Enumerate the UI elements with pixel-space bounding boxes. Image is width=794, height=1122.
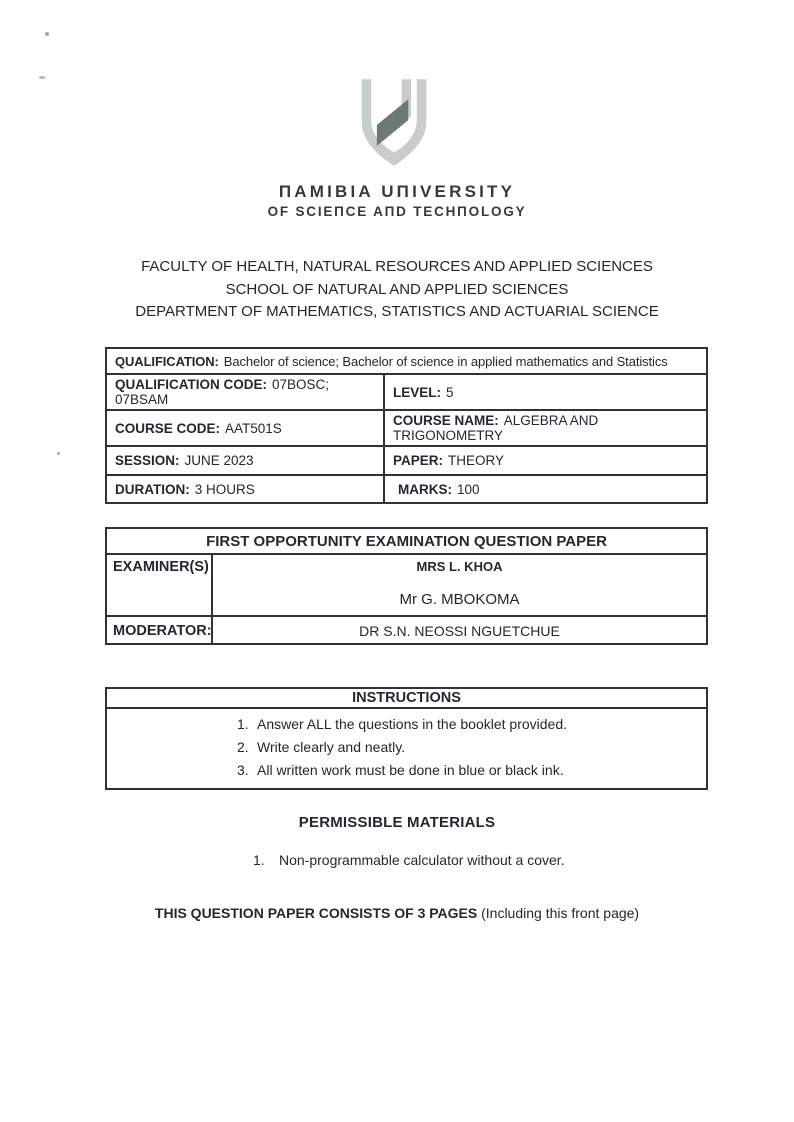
duration-value: 3 HOURS: [194, 481, 255, 497]
instructions-table: [105, 687, 708, 790]
duration-cell: [106, 475, 384, 503]
course-info-table: [105, 347, 708, 504]
course-code-cell: [106, 410, 384, 446]
school-line: SCHOOL OF NATURAL AND APPLIED SCIENCES: [225, 280, 569, 298]
level-label: LEVEL:: [393, 384, 442, 400]
moderator-row: [106, 616, 707, 644]
qualification-cell: [106, 348, 707, 374]
page-count-normal: (Including this front page): [481, 905, 640, 921]
instructions-list: [106, 708, 707, 789]
instruction-text: All written work must be done in blue or black ink.: [257, 762, 564, 778]
instruction-text: Answer ALL the questions in the booklet provided.: [257, 716, 568, 732]
page-count-note: [0, 905, 794, 921]
marks-label: MARKS:: [398, 481, 452, 497]
page-count-bold: THIS QUESTION PAPER CONSISTS OF 3 PAGES: [154, 905, 478, 921]
instruction-item: [237, 736, 698, 759]
qualification-value: Bachelor of science; Bachelor of science in applied mathematics and Statistics: [223, 353, 668, 369]
session-cell: [106, 446, 384, 475]
faculty-heading-block: [0, 256, 794, 324]
permissible-material-item: [253, 852, 565, 868]
instructions-title-row: [106, 688, 707, 708]
course-name-label: COURSE NAME:: [393, 413, 499, 428]
examiner-row: [106, 554, 707, 616]
examiner-names-cell: [212, 554, 707, 616]
scan-speck: [57, 452, 60, 455]
department-line: DEPARTMENT OF MATHEMATICS, STATISTICS AND ACTUARIAL SCIENCE: [135, 303, 659, 320]
level-cell: [384, 374, 707, 410]
course-code-value: AAT501S: [225, 420, 282, 436]
exam-paper-table: [105, 527, 708, 645]
instructions-title: INSTRUCTIONS: [106, 688, 707, 708]
instruction-number: 2.: [237, 739, 249, 755]
examiner-name-1: MRS L. KHOA: [416, 559, 503, 574]
examiner-name-2: Mr G. MBOKOMA: [399, 591, 520, 608]
marks-value: 100: [457, 481, 480, 497]
moderator-label: MODERATOR:: [106, 616, 212, 644]
exam-paper-title: FIRST OPPORTUNITY EXAMINATION QUESTION PAPER: [106, 528, 707, 554]
faculty-line: FACULTY OF HEALTH, NATURAL RESOURCES AND APPLIED SCIENCES: [141, 258, 653, 275]
nust-shield-icon: [355, 77, 433, 169]
course-name-cell: [384, 410, 707, 446]
paper-label: PAPER:: [393, 453, 444, 468]
marks-cell: [384, 475, 707, 503]
material-number: 1.: [253, 852, 265, 868]
instruction-number: 3.: [237, 762, 249, 778]
course-name-value: ALGEBRA AND TRIGONOMETRY: [393, 413, 599, 443]
instruction-text: Write clearly and neatly.: [257, 739, 406, 755]
shield-slash: [377, 99, 408, 146]
university-wordmark-subtitle: OF SCIEПCE AПD TECHПOLOGY: [267, 204, 527, 219]
material-text: Non-programmable calculator without a cover.: [279, 852, 565, 868]
qualification-label: QUALIFICATION:: [115, 353, 219, 369]
permissible-materials-title: PERMISSIBLE MATERIALS: [298, 814, 496, 831]
moderator-name-cell: [212, 616, 707, 644]
examiner-label: EXAMINER(S): [106, 554, 212, 616]
duration-row: [106, 475, 707, 503]
session-row: [106, 446, 707, 475]
instruction-number: 1.: [237, 716, 249, 732]
session-label: SESSION:: [115, 453, 180, 468]
scan-speck: [45, 32, 49, 36]
qualification-row: [106, 348, 707, 374]
course-code-label: COURSE CODE:: [115, 420, 221, 436]
duration-label: DURATION:: [115, 481, 190, 497]
paper-value: THEORY: [448, 453, 505, 468]
qualification-code-label: QUALIFICATION CODE:: [115, 377, 267, 392]
level-value: 5: [446, 384, 454, 400]
instruction-item: [237, 713, 698, 736]
instruction-item: [237, 759, 698, 782]
session-value: JUNE 2023: [184, 453, 254, 468]
paper-cell: [384, 446, 707, 475]
scan-speck: [39, 76, 45, 79]
exam-title-row: [106, 528, 707, 554]
university-wordmark: ПAMIBIA UПIVERSITY: [278, 182, 516, 201]
moderator-name: DR S.N. NEOSSI NGUETCHUE: [359, 623, 560, 639]
instructions-body-row: [106, 708, 707, 789]
qualification-code-cell: [106, 374, 384, 410]
qualification-code-row: [106, 374, 707, 410]
qualification-code-value: 07BOSC; 07BSAM: [115, 377, 330, 407]
course-code-row: [106, 410, 707, 446]
